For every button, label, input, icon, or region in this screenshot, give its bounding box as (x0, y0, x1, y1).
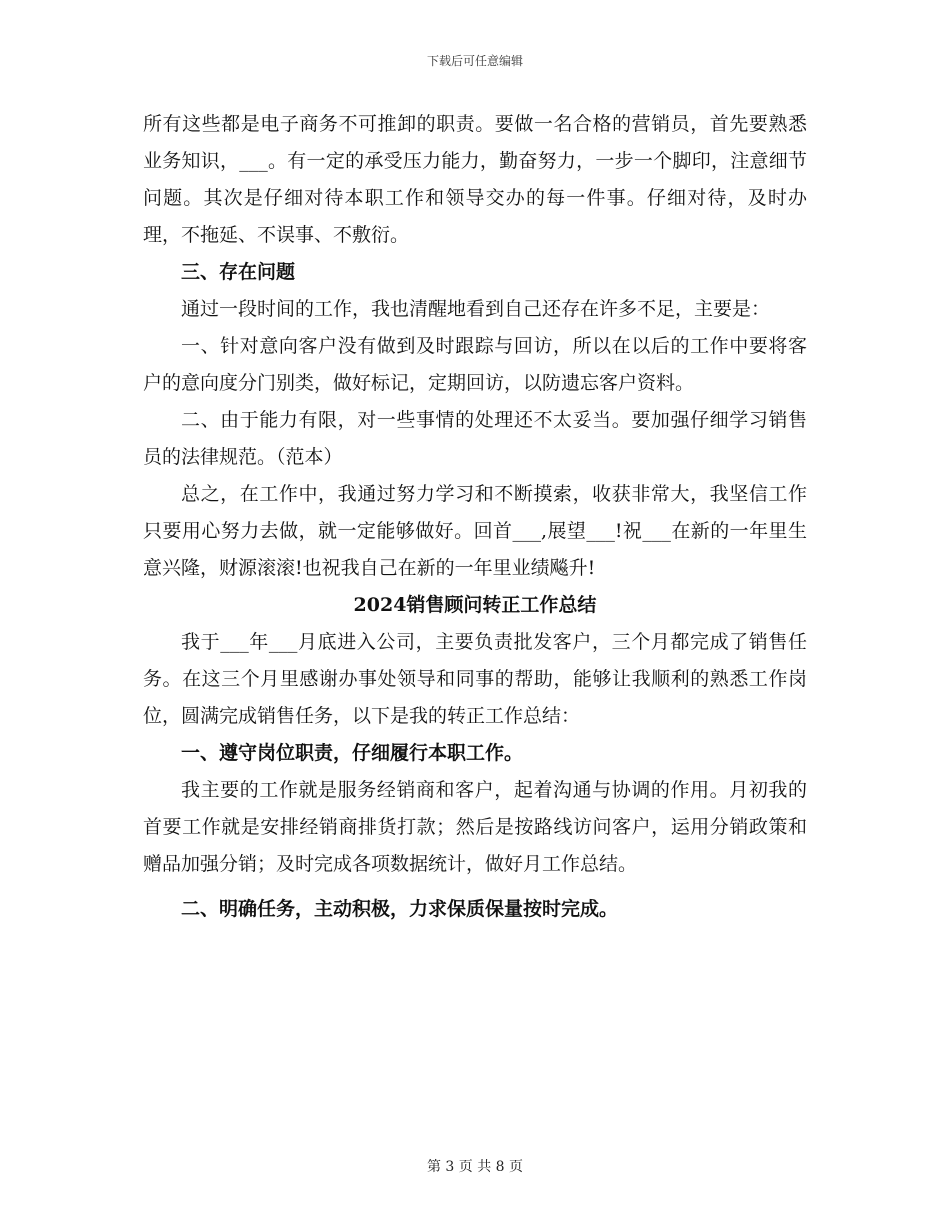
paragraph-intro: 我于___年___月底进入公司，主要负责批发客户，三个月都完成了销售任务。在这三个月里感谢办事处领导和同事的帮助，能够让我顺利的熟悉工作岗位，圆满完成销售任务，以下是我的转正工作总结： (143, 631, 807, 727)
heading-section-two: 二、明确任务，主动积极，力求保质保量按时完成。 (181, 898, 619, 920)
heading-section-one: 一、遵守岗位职责，仔细履行本职工作。 (181, 742, 524, 764)
page-number: 第 3 页 共 8 页 (426, 1159, 524, 1175)
page-header-note: 下载后可任意编辑 (426, 54, 523, 68)
heading-existing-problems: 三、存在问题 (181, 261, 296, 283)
paragraph-problem-two: 二、由于能力有限，对一些事情的处理还不太妥当。要加强仔细学习销售员的法律规范。（范本） (143, 409, 807, 468)
section-title: 2024销售顾问转正工作总结 (353, 594, 597, 616)
paragraph-conclusion: 总之，在工作中，我通过努力学习和不断摸索，收获非常大，我坚信工作只要用心努力去做，就一定能够做好。回首___,展望___!祝___在新的一年里生意兴隆，财源滚滚!也祝我自己在新的一年里业绩飚升! (143, 483, 807, 579)
paragraph-main-work: 我主要的工作就是服务经销商和客户，起着沟通与协调的作用。月初我的首要工作就是安排经销商排货打款；然后是按路线访问客户，运用分销政策和赠品加强分销；及时完成各项数据统计，做好月工作总结。 (143, 779, 807, 875)
document-body (143, 106, 807, 928)
paragraph-problems-intro: 通过一段时间的工作，我也清醒地看到自己还存在许多不足，主要是： (181, 298, 771, 320)
paragraph-problem-one: 一、针对意向客户没有做到及时跟踪与回访，所以在以后的工作中要将客户的意向度分门别类，做好标记，定期回访，以防遗忘客户资料。 (143, 335, 807, 394)
paragraph-duties: 所有这些都是电子商务不可推卸的职责。要做一名合格的营销员，首先要熟悉业务知识，___。有一定的承受压力能力，勤奋努力，一步一个脚印，注意细节问题。其次是仔细对待本职工作和领导交办的每一件事。仔细对待，及时办理，不拖延、不误事、不敷衍。 (143, 113, 807, 246)
